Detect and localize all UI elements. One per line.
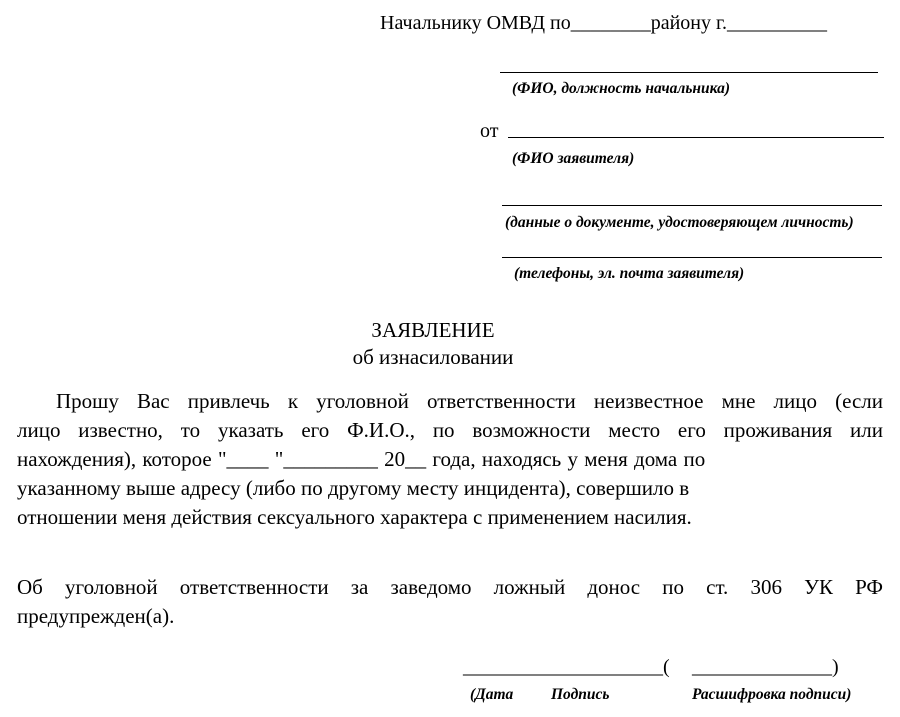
paragraph1-line-3: нахождения), которое "____ "_________ 20__ года, находясь у меня дома по [17,447,706,471]
signature-line-right: ______________) [692,656,839,678]
paragraph1-line-5: отношении меня действия сексуального характера с применением насилия. [17,505,692,529]
id-doc-underline [502,205,882,206]
document-title: ЗАЯВЛЕНИЕ [371,318,495,342]
contacts-underline [502,257,882,258]
paragraph1-line-1: Прошу Вас привлечь к уголовной ответственности неизвестное мне лицо (если [56,389,883,413]
applicant-caption: (ФИО заявителя) [512,150,635,167]
chief-caption: (ФИО, должность начальника) [512,80,731,97]
caption-date: (Дата [470,686,514,703]
id-doc-caption: (данные о документе, удостоверяющем личность) [505,214,854,231]
caption-signature: Подпись [551,686,610,703]
applicant-name-underline [508,137,884,138]
paragraph1-line-4: указанному выше адресу (либо по другому месту инцидента), совершило в [17,476,690,500]
paragraph2-line-2: предупрежден(а). [17,604,175,628]
contacts-caption: (телефоны, эл. почта заявителя) [514,265,745,282]
paragraph1-line-2: лицо известно, то указать его Ф.И.О., по возможности место его проживания или [17,418,883,442]
chief-name-underline [500,72,878,73]
signature-line-left: ____________________( [463,656,670,678]
paragraph2-line-1: Об уголовной ответственности за заведомо ложный донос по ст. 306 УК РФ [17,575,883,599]
addressee-line: Начальнику ОМВД по________району г.__________ [380,12,827,34]
caption-transcript: Расшифровка подписи) [692,686,852,703]
from-label: от [480,120,499,142]
document-subtitle: об изнасиловании [352,345,514,369]
